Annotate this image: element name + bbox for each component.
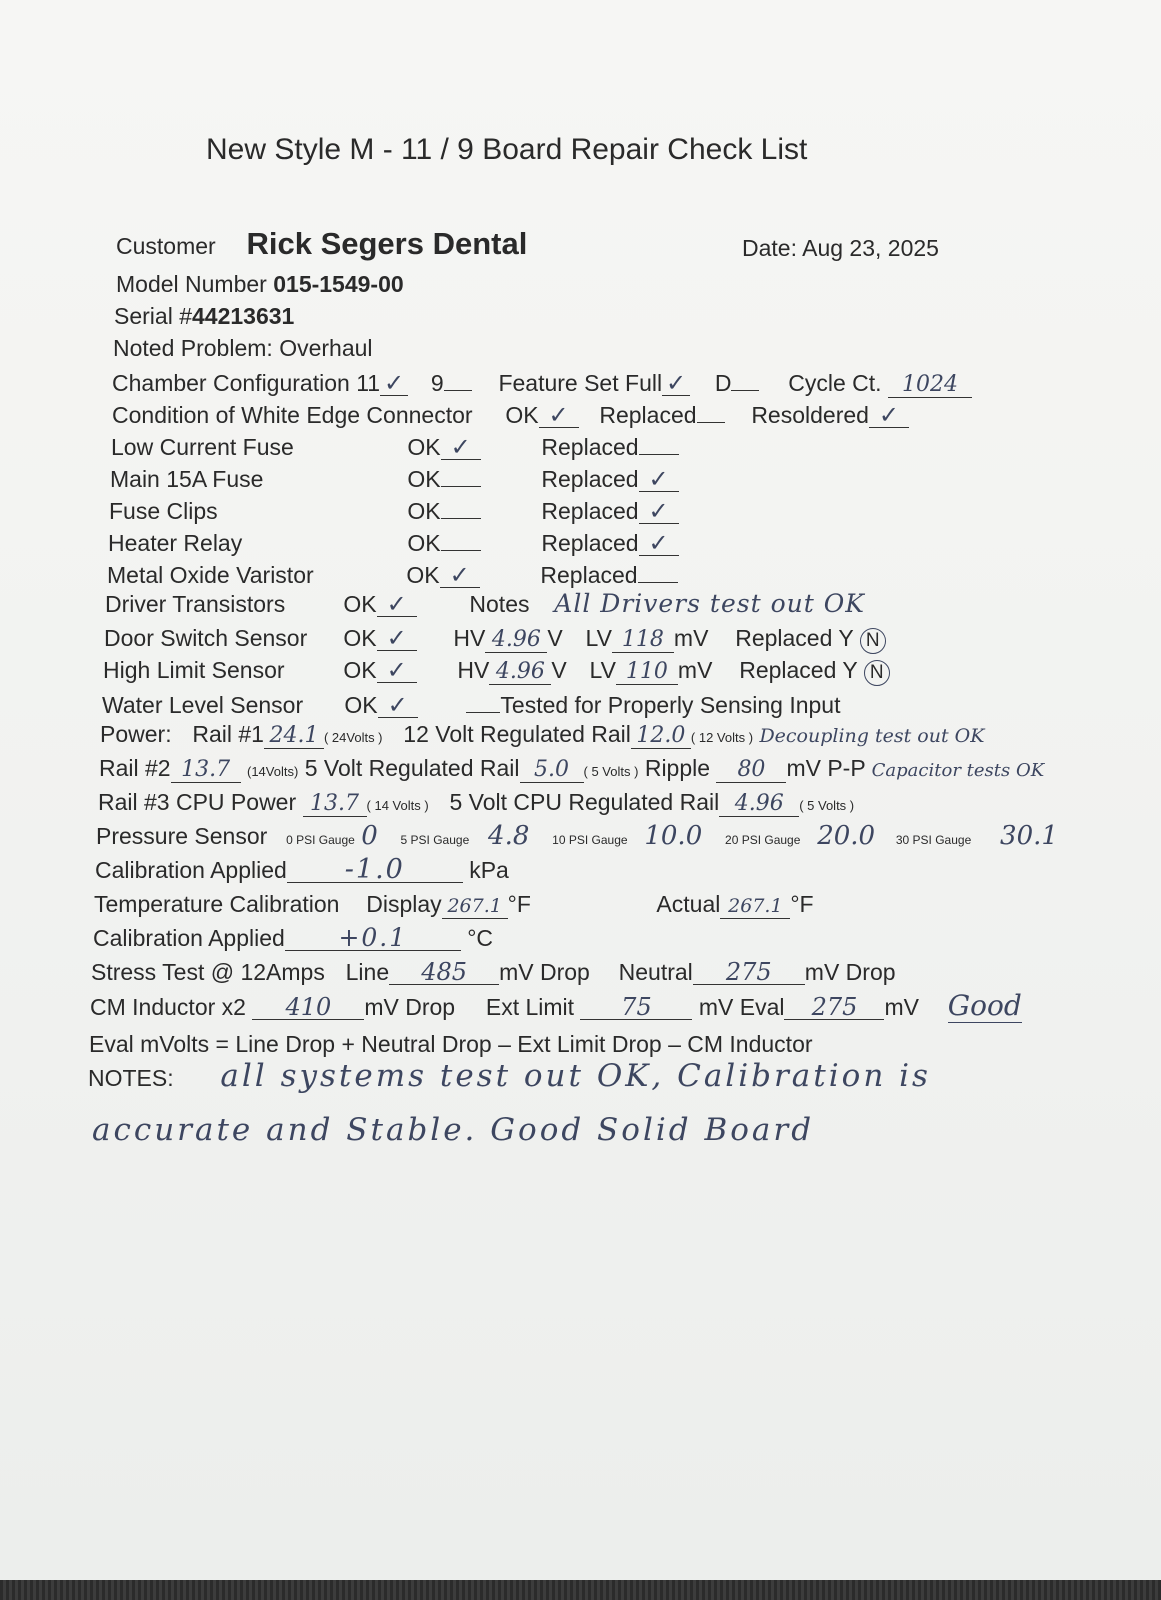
highlimit-lv-label: LV <box>589 657 616 683</box>
gauge5-label: 5 PSI Gauge <box>400 833 470 847</box>
stress-neutral-value[interactable]: 275 <box>693 960 805 985</box>
temperature-row <box>94 890 814 919</box>
component-replaced-blank[interactable] <box>638 558 678 583</box>
door-switch-row <box>104 624 886 654</box>
cal2-label: Calibration Applied <box>93 925 285 951</box>
rail1-value[interactable]: 24.1 <box>264 724 324 749</box>
component-row-main-fuse <box>110 462 679 493</box>
temp-actual-unit: °F <box>790 891 814 917</box>
component-row-mov <box>107 558 678 589</box>
notes-line2[interactable]: accurate and Stable. Good Solid Board <box>92 1112 815 1148</box>
component-label: Metal Oxide Varistor <box>107 562 314 588</box>
pressure-label: Pressure Sensor <box>96 823 268 849</box>
component-replaced-label: Replaced <box>541 498 639 524</box>
door-replaced-label: Replaced <box>735 625 833 651</box>
component-replaced-blank[interactable] <box>639 430 679 455</box>
cpu5-label: 5 Volt CPU Regulated Rail <box>449 789 720 815</box>
door-label: Door Switch Sensor <box>104 625 308 651</box>
notes-line1[interactable]: all systems test out OK, Calibration is <box>220 1058 931 1094</box>
high-limit-row <box>103 656 890 686</box>
gauge30-label: 30 PSI Gauge <box>895 833 972 847</box>
model-row <box>116 270 404 298</box>
power-rail2-row <box>99 754 1044 786</box>
gauge0-value[interactable]: 0 <box>361 821 378 851</box>
eval-label: Eval <box>739 994 785 1020</box>
driver-row <box>105 590 865 618</box>
power-rail1-row <box>100 720 984 752</box>
chamber-9-label: 9 <box>430 370 444 396</box>
temp-actual-value[interactable]: 267.1 <box>720 894 790 919</box>
ext-mv: mV <box>698 994 734 1020</box>
ripple-label: Ripple <box>644 755 711 781</box>
chamber-row <box>112 366 972 398</box>
edge-replaced-label: Replaced <box>599 402 697 428</box>
ripple-value[interactable]: 80 <box>716 758 786 783</box>
component-label: Main 15A Fuse <box>110 466 264 492</box>
cpu5-value[interactable]: 4.96 <box>719 792 799 817</box>
temp-actual-label: Actual <box>656 891 721 917</box>
edge-resoldered-label: Resoldered <box>751 402 869 428</box>
component-ok-label: OK <box>407 434 441 460</box>
feature-d-blank[interactable] <box>731 366 759 391</box>
component-ok-blank[interactable] <box>441 494 481 519</box>
reg5-label: 5 Volt Regulated Rail <box>304 755 520 781</box>
ripple-unit: mV P-P <box>786 755 866 781</box>
power-rail3-row <box>98 788 854 820</box>
water-ok-check[interactable]: ✓ <box>378 693 418 718</box>
component-ok-label: OK <box>407 466 441 492</box>
cycle-value[interactable]: 1024 <box>888 373 972 398</box>
eval-good-note[interactable]: Good <box>947 989 1022 1022</box>
stress-line-drop: mV Drop <box>499 959 590 985</box>
component-replaced-label: Replaced <box>541 434 639 460</box>
component-ok-blank[interactable] <box>441 462 481 487</box>
cm-inductor-row <box>90 989 1022 1022</box>
cm-drop: mV Drop <box>364 994 456 1020</box>
temp-label: Temperature Calibration <box>94 891 340 917</box>
door-lv-value[interactable]: 118 <box>612 628 674 653</box>
ext-label: Ext Limit <box>485 994 575 1020</box>
problem-row <box>113 334 373 362</box>
eval-formula: Eval mVolts = Line Drop + Neutral Drop – Ext Limit Drop – CM Inductor <box>89 1031 813 1057</box>
notes-row-2 <box>92 1112 815 1148</box>
rail2-note[interactable]: Capacitor tests OK <box>871 760 1045 781</box>
rail1-unit: ( 24Volts ) <box>323 730 383 745</box>
table-surface <box>0 1580 1161 1600</box>
gauge0-label: 0 PSI Gauge <box>286 833 355 847</box>
component-row-low-current-fuse <box>111 430 679 461</box>
water-label: Water Level Sensor <box>102 692 304 718</box>
component-replaced-check[interactable]: ✓ <box>639 467 679 492</box>
gauge5-value[interactable]: 4.8 <box>488 821 530 851</box>
rail2-value[interactable]: 13.7 <box>171 758 241 783</box>
reg12-value[interactable]: 12.0 <box>631 724 691 749</box>
rail3-label: Rail #3 CPU Power <box>98 789 297 815</box>
cal2-unit: °C <box>467 925 493 951</box>
problem-label: Noted Problem: <box>113 335 273 361</box>
rail3-unit: ( 14 Volts ) <box>366 798 429 813</box>
rail2-label: Rail #2 <box>99 755 171 781</box>
highlimit-label: High Limit Sensor <box>103 657 285 683</box>
highlimit-replaced-label: Replaced <box>739 657 837 683</box>
component-replaced-label: Replaced <box>540 562 638 588</box>
edge-ok-label: OK <box>505 402 539 428</box>
gauge10-value[interactable]: 10.0 <box>644 821 703 851</box>
feature-label: Feature Set <box>498 370 619 396</box>
calibration-kpa-row <box>95 856 509 884</box>
component-ok-check[interactable]: ✓ <box>441 435 481 460</box>
eval-mv: mV <box>884 994 919 1020</box>
gauge20-label: 20 PSI Gauge <box>725 833 801 847</box>
door-n-option[interactable]: N <box>860 628 886 654</box>
date-row <box>742 234 939 262</box>
temp-display-value[interactable]: 267.1 <box>442 894 508 919</box>
component-label: Fuse Clips <box>109 498 218 524</box>
driver-ok-label: OK <box>343 591 377 617</box>
component-ok-label: OK <box>407 530 441 556</box>
driver-notes-value[interactable]: All Drivers test out OK <box>554 589 865 618</box>
power-label: Power: <box>100 721 172 747</box>
customer-value: Rick Segers Dental <box>246 226 528 261</box>
model-value: 015-1549-00 <box>273 271 404 297</box>
highlimit-ok-label: OK <box>343 657 377 683</box>
edge-resoldered-check[interactable]: ✓ <box>869 403 909 428</box>
rail1-label: Rail #1 <box>192 721 264 747</box>
serial-row <box>114 302 294 330</box>
stress-line-value[interactable]: 485 <box>389 960 499 985</box>
highlimit-hv-value[interactable]: 4.96 <box>489 660 551 685</box>
highlimit-y-option[interactable]: Y <box>842 657 858 683</box>
highlimit-n-option[interactable]: N <box>864 660 890 686</box>
customer-label: Customer <box>116 233 216 259</box>
door-y-option[interactable]: Y <box>838 625 854 651</box>
edge-label: Condition of White Edge Connector <box>112 402 473 428</box>
door-lv-label: LV <box>585 625 612 651</box>
highlimit-v-unit: V <box>551 657 567 683</box>
reg5-unit: ( 5 Volts ) <box>583 764 639 779</box>
cal1-value[interactable]: -1.0 <box>287 858 463 883</box>
water-ok-label: OK <box>344 692 378 718</box>
water-tested-blank[interactable] <box>466 688 500 713</box>
cal2-value[interactable]: +0.1 <box>285 926 461 951</box>
feature-full-label: Full <box>625 370 663 396</box>
cycle-label: Cycle Ct. <box>788 370 882 396</box>
temp-display-label: Display <box>366 891 442 917</box>
chamber-9-blank[interactable] <box>444 366 472 391</box>
component-replaced-label: Replaced <box>541 466 639 492</box>
door-hv-label: HV <box>453 625 486 651</box>
cal1-label: Calibration Applied <box>95 857 287 883</box>
highlimit-mv-unit: mV <box>677 657 713 683</box>
driver-ok-check[interactable]: ✓ <box>377 592 417 617</box>
rail1-note[interactable]: Decoupling test out OK <box>759 725 985 747</box>
component-replaced-check[interactable]: ✓ <box>639 499 679 524</box>
door-v-unit: V <box>547 625 563 651</box>
highlimit-lv-value[interactable]: 110 <box>616 660 678 685</box>
gauge30-value[interactable]: 30.1 <box>1000 821 1058 851</box>
ext-value[interactable]: 75 <box>580 995 692 1020</box>
serial-value: 44213631 <box>191 303 295 329</box>
notes-row <box>88 1058 931 1094</box>
cal1-unit: kPa <box>469 857 509 883</box>
chamber-label: Chamber Configuration <box>112 370 350 396</box>
stress-test-row <box>91 958 896 986</box>
water-level-row <box>102 688 841 719</box>
component-label: Low Current Fuse <box>111 434 294 460</box>
door-mv-unit: mV <box>673 625 709 651</box>
component-replaced-check[interactable]: ✓ <box>639 531 679 556</box>
cm-label: CM Inductor x2 <box>90 994 246 1020</box>
cm-value[interactable]: 410 <box>252 995 364 1020</box>
door-ok-label: OK <box>343 625 377 651</box>
edge-connector-row <box>112 398 909 429</box>
reg12-label: 12 Volt Regulated Rail <box>403 721 631 747</box>
component-row-heater-relay <box>108 526 679 557</box>
customer-row <box>116 226 528 261</box>
component-ok-blank[interactable] <box>441 526 481 551</box>
component-ok-check[interactable]: ✓ <box>440 563 480 588</box>
model-label: Model Number <box>116 271 267 297</box>
gauge10-label: 10 PSI Gauge <box>552 833 628 847</box>
serial-label: Serial # <box>114 303 192 329</box>
door-ok-check[interactable]: ✓ <box>377 626 417 651</box>
chamber-11-label: 11 <box>356 370 381 396</box>
eval-value[interactable]: 275 <box>784 995 884 1020</box>
driver-label: Driver Transistors <box>105 591 286 617</box>
pressure-row <box>96 822 1058 854</box>
gauge20-value[interactable]: 20.0 <box>817 821 876 851</box>
highlimit-ok-check[interactable]: ✓ <box>377 658 417 683</box>
component-replaced-label: Replaced <box>541 530 639 556</box>
rail3-value[interactable]: 13.7 <box>303 792 367 817</box>
highlimit-hv-label: HV <box>457 657 490 683</box>
rail2-unit: (14Volts) <box>247 764 299 779</box>
edge-replaced-blank[interactable] <box>697 398 725 423</box>
cpu5-unit: ( 5 Volts ) <box>799 798 855 813</box>
door-hv-value[interactable]: 4.96 <box>485 628 547 653</box>
temp-display-unit: °F <box>507 891 531 917</box>
chamber-11-check[interactable]: ✓ <box>380 371 408 396</box>
stress-neutral-drop: mV Drop <box>804 959 896 985</box>
component-label: Heater Relay <box>108 530 243 556</box>
form-title: New Style M - 11 / 9 Board Repair Check List <box>206 133 808 166</box>
date-value: Aug 23, 2025 <box>802 235 939 261</box>
edge-ok-check[interactable]: ✓ <box>539 403 579 428</box>
reg5-value[interactable]: 5.0 <box>520 758 584 783</box>
component-ok-label: OK <box>406 562 440 588</box>
component-ok-label: OK <box>407 498 441 524</box>
stress-line-label: Line <box>345 959 390 985</box>
feature-full-check[interactable]: ✓ <box>662 371 690 396</box>
calibration-c-row <box>93 924 493 952</box>
problem-value: Overhaul <box>279 335 373 361</box>
date-label: Date: <box>742 235 797 261</box>
water-tested-label: Tested for Properly Sensing Input <box>500 692 841 718</box>
notes-label: NOTES: <box>88 1065 174 1091</box>
reg12-unit: ( 12 Volts ) <box>690 730 754 745</box>
driver-notes-label: Notes <box>469 591 530 617</box>
stress-label: Stress Test @ 12Amps <box>91 959 325 985</box>
feature-d-label: D <box>714 370 732 396</box>
stress-neutral-label: Neutral <box>618 959 693 985</box>
component-row-fuse-clips <box>109 494 679 525</box>
